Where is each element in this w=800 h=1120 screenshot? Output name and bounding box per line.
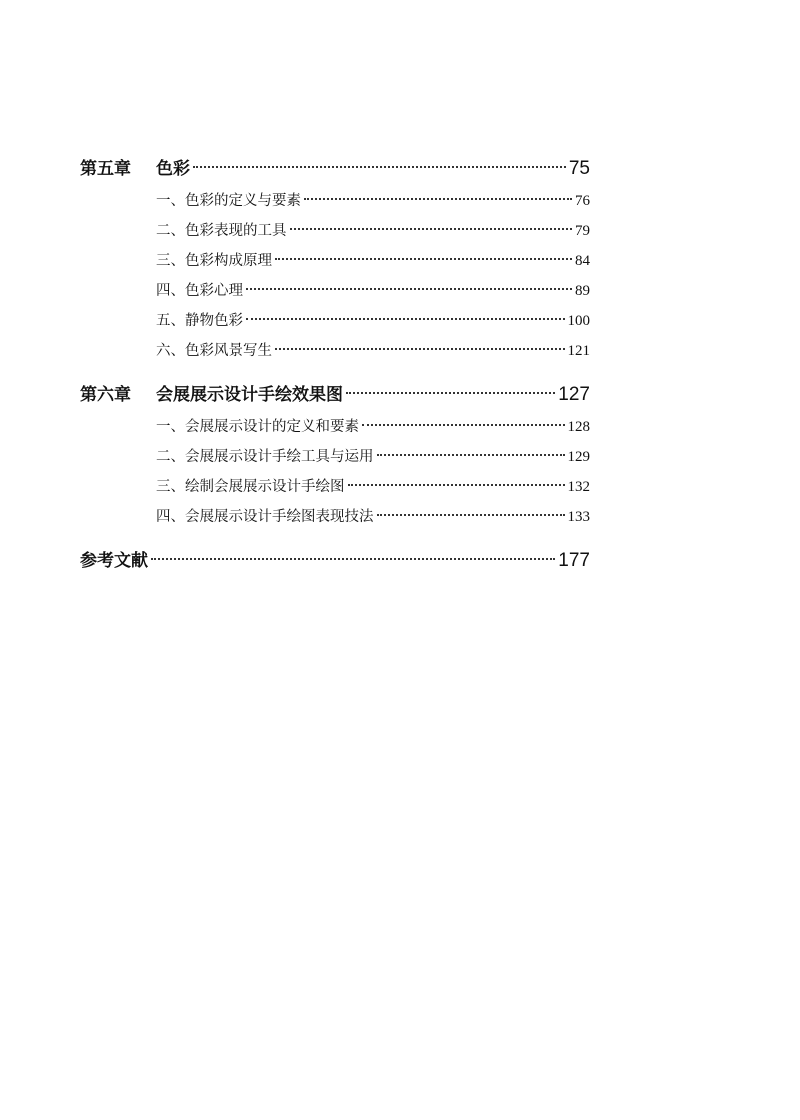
chapter-title: 会展展示设计手绘效果图 — [156, 385, 343, 405]
toc-chapter-5[interactable] — [80, 152, 590, 186]
page-number: 177 — [558, 550, 590, 571]
page-number: 121 — [567, 343, 590, 359]
dot-leader — [362, 424, 565, 426]
section-title: 五、静物色彩 — [156, 313, 243, 329]
toc-section[interactable] — [80, 276, 590, 306]
page-number: 128 — [567, 419, 590, 435]
page-number: 75 — [568, 158, 590, 179]
dot-leader — [304, 198, 572, 200]
toc-chapter-6[interactable] — [80, 378, 590, 412]
page-number: 127 — [558, 384, 590, 405]
page-number: 100 — [567, 313, 590, 329]
page-number: 129 — [567, 449, 590, 465]
dot-leader — [377, 514, 565, 516]
dot-leader — [348, 484, 565, 486]
section-title: 二、会展展示设计手绘工具与运用 — [156, 449, 374, 465]
dot-leader — [290, 228, 573, 230]
section-title: 六、色彩风景写生 — [156, 343, 272, 359]
toc-section[interactable] — [80, 216, 590, 246]
toc-section[interactable] — [80, 336, 590, 366]
dot-leader — [246, 318, 565, 320]
dot-leader — [193, 166, 566, 168]
toc-section[interactable] — [80, 246, 590, 276]
section-title: 四、会展展示设计手绘图表现技法 — [156, 509, 374, 525]
section-title: 四、色彩心理 — [156, 283, 243, 299]
references-title: 参考文献 — [80, 551, 148, 571]
chapter-number: 第六章 — [80, 385, 131, 405]
page-number: 132 — [567, 479, 590, 495]
dot-leader — [275, 348, 565, 350]
dot-leader — [377, 454, 565, 456]
page-number: 133 — [567, 509, 590, 525]
chapter-number: 第五章 — [80, 159, 131, 179]
table-of-contents — [80, 152, 590, 578]
section-title: 一、色彩的定义与要素 — [156, 193, 301, 209]
toc-section[interactable] — [80, 442, 590, 472]
section-title: 一、会展展示设计的定义和要素 — [156, 419, 359, 435]
dot-leader — [275, 258, 572, 260]
chapter-title: 色彩 — [156, 159, 190, 179]
page-number: 84 — [575, 253, 590, 269]
dot-leader — [246, 288, 572, 290]
dot-leader — [346, 392, 555, 394]
toc-section[interactable] — [80, 186, 590, 216]
section-title: 三、绘制会展展示设计手绘图 — [156, 479, 345, 495]
page-number: 76 — [575, 193, 590, 209]
toc-section[interactable] — [80, 306, 590, 336]
dot-leader — [151, 558, 555, 560]
toc-references[interactable] — [80, 544, 590, 578]
section-title: 二、色彩表现的工具 — [156, 223, 287, 239]
toc-section[interactable] — [80, 412, 590, 442]
toc-section[interactable] — [80, 472, 590, 502]
section-title: 三、色彩构成原理 — [156, 253, 272, 269]
page-number: 89 — [575, 283, 590, 299]
page-number: 79 — [575, 223, 590, 239]
toc-section[interactable] — [80, 502, 590, 532]
